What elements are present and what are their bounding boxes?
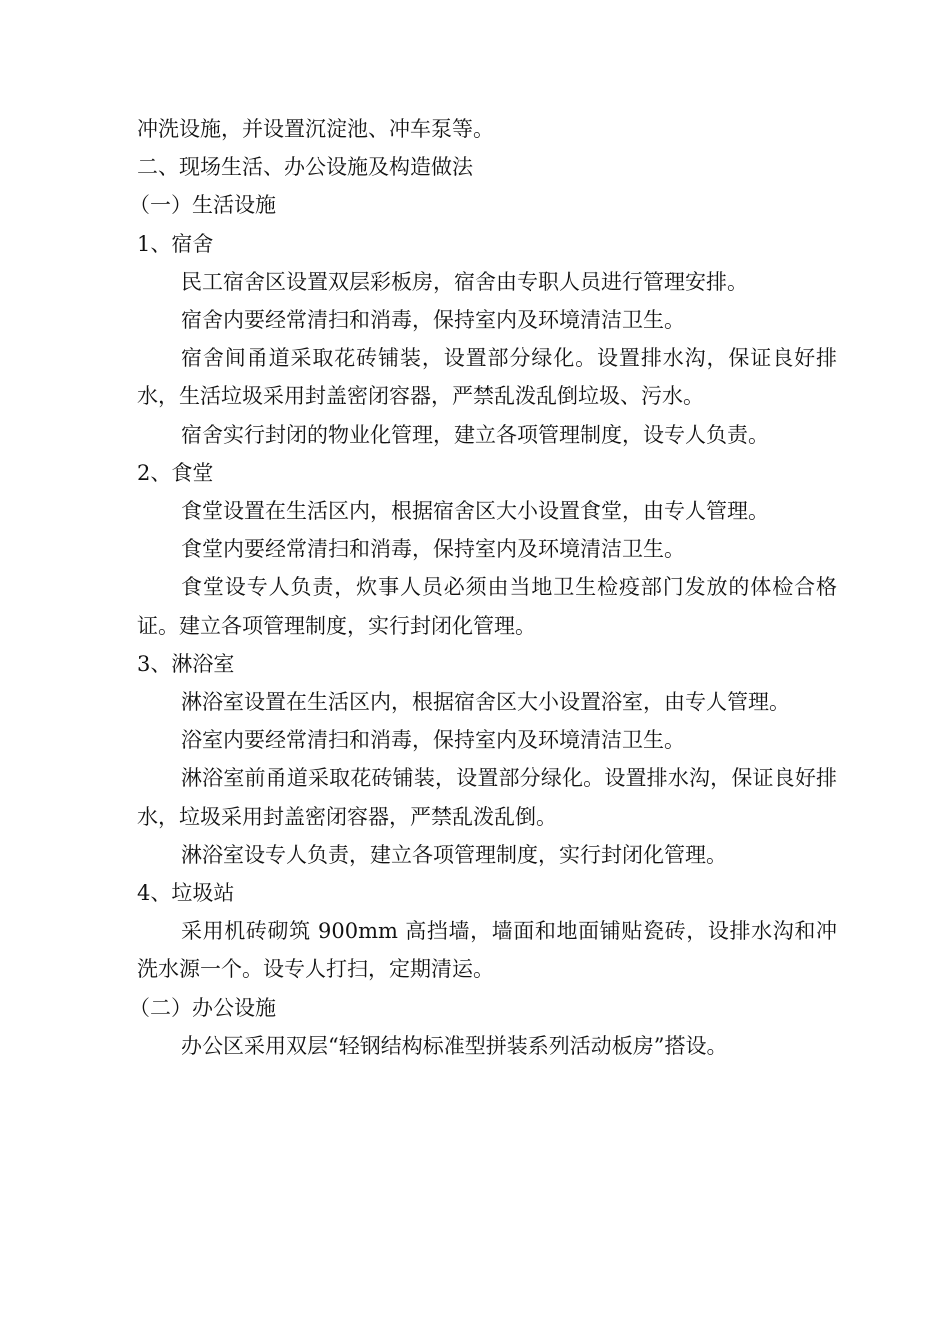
- item-heading: 4、垃圾站: [137, 881, 235, 906]
- paragraph: 浴室内要经常清扫和消毒，保持室内及环境清洁卫生。: [181, 728, 685, 753]
- paragraph: 办公区采用双层“轻钢结构标准型拼装系列活动板房”搭设。: [181, 1033, 728, 1058]
- paragraph: 采用机砖砌筑 900mm 高挡墙，墙面和地面铺贴瓷砖，设排水沟和冲洗水源一个。设专人打扫，定期清运。: [137, 919, 837, 982]
- paragraph: 宿舍间甬道采取花砖铺装，设置部分绿化。设置排水沟，保证良好排水，生活垃圾采用封盖密闭容器，严禁乱泼乱倒垃圾、污水。: [137, 346, 837, 409]
- subsection-heading: （二）办公设施: [129, 995, 276, 1020]
- paragraph: 宿舍内要经常清扫和消毒，保持室内及环境清洁卫生。: [181, 308, 685, 333]
- paragraph: 宿舍实行封闭的物业化管理，建立各项管理制度，设专人负责。: [181, 422, 769, 447]
- paragraph: 食堂设专人负责，炊事人员必须由当地卫生检疫部门发放的体检合格证。建立各项管理制度，实行封闭化管理。: [137, 575, 837, 638]
- paragraph: 淋浴室设置在生活区内，根据宿舍区大小设置浴室，由专人管理。: [181, 690, 790, 715]
- body-text: 冲洗设施，并设置沉淀池、冲车泵等。: [137, 117, 494, 141]
- paragraph: 淋浴室设专人负责，建立各项管理制度，实行封闭化管理。: [181, 842, 727, 867]
- paragraph: 淋浴室前甬道采取花砖铺装，设置部分绿化。设置排水沟，保证良好排水，垃圾采用封盖密闭容器，严禁乱泼乱倒。: [137, 766, 837, 829]
- item-heading: 1、宿舍: [137, 231, 214, 256]
- section-heading: 二、现场生活、办公设施及构造做法: [137, 155, 473, 180]
- item-heading: 2、食堂: [137, 460, 214, 485]
- document-body: [129, 110, 837, 1065]
- paragraph: 民工宿舍区设置双层彩板房，宿舍由专职人员进行管理安排。: [181, 269, 748, 294]
- subsection-heading: （一）生活设施: [129, 193, 276, 218]
- paragraph: 食堂设置在生活区内，根据宿舍区大小设置食堂，由专人管理。: [181, 499, 769, 524]
- paragraph: 食堂内要经常清扫和消毒，保持室内及环境清洁卫生。: [181, 537, 685, 562]
- item-heading: 3、淋浴室: [137, 651, 235, 676]
